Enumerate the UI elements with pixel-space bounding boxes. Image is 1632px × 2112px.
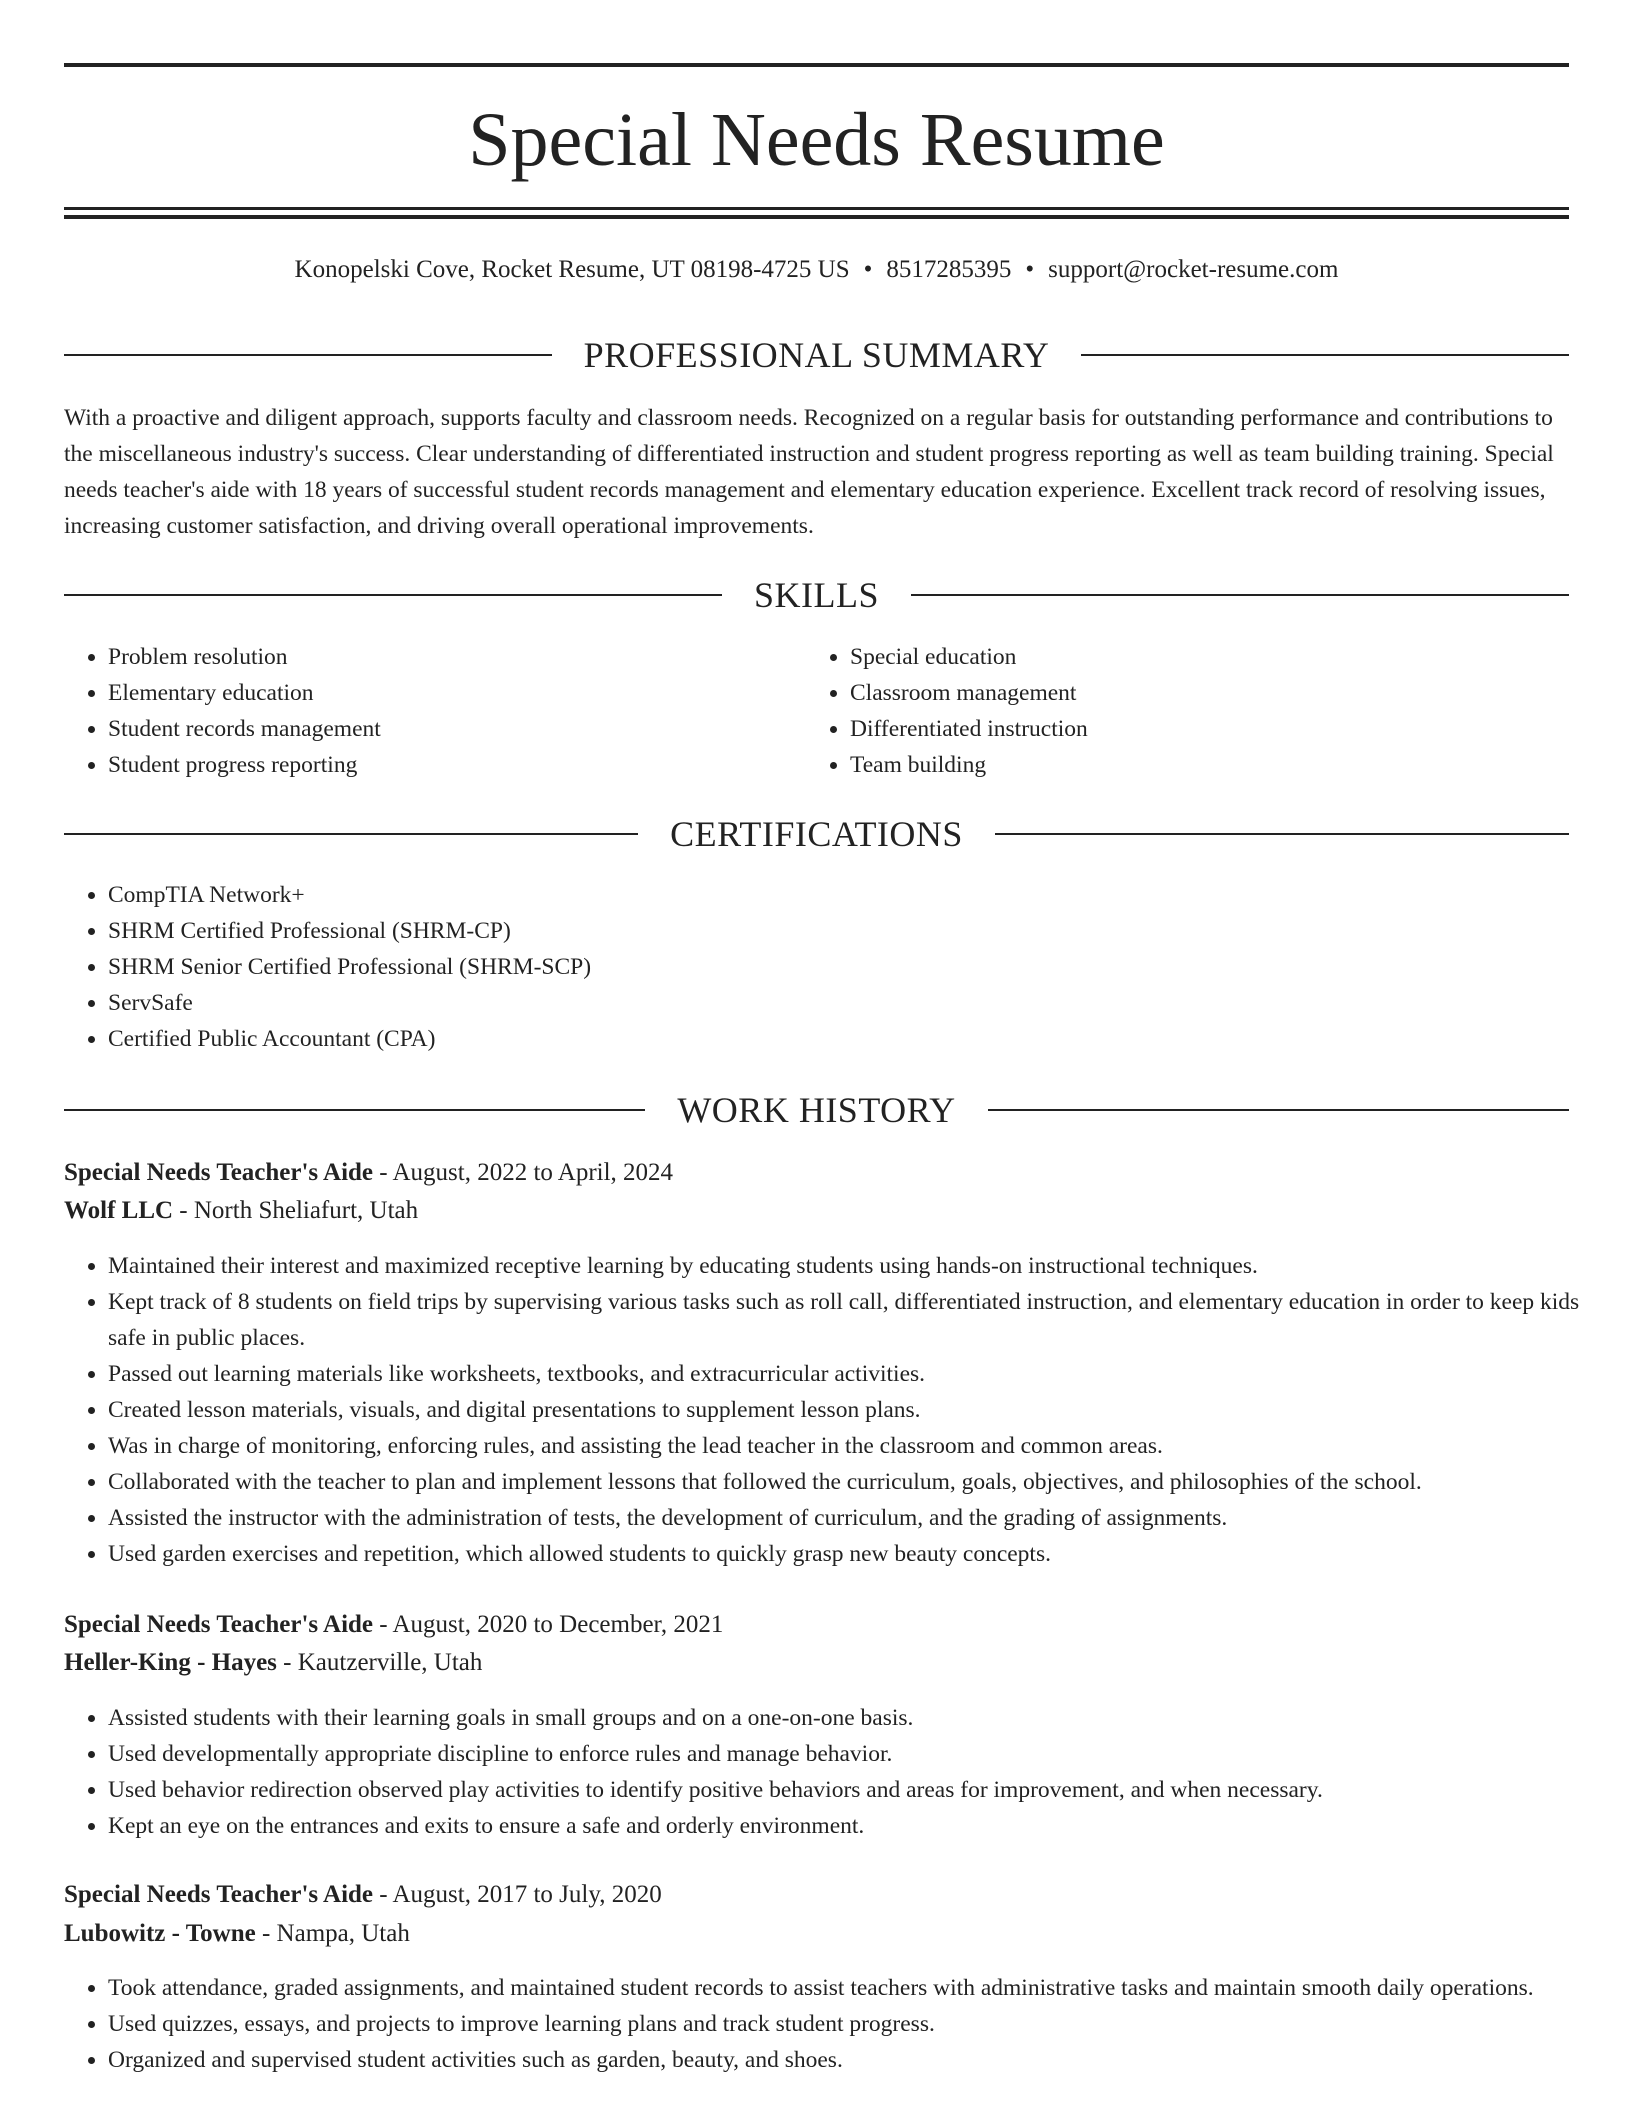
certification-item: • ServSafe (108, 985, 1613, 1021)
job-dates: - August, 2020 to December, 2021 (373, 1611, 724, 1638)
job-bullet: • Created lesson materials, visuals, and digital presentations to supplement lesson plans. (108, 1392, 1613, 1428)
job-bullet: • Was in charge of monitoring, enforcing rules, and assisting the lead teacher in the classroom and common areas. (108, 1428, 1613, 1464)
section-title: SKILLS (754, 575, 880, 615)
certification-item: • Certified Public Accountant (CPA) (108, 1021, 1613, 1057)
job-dates: - August, 2022 to April, 2024 (373, 1159, 674, 1186)
section-title: WORK HISTORY (677, 1090, 956, 1130)
job-location: - Nampa, Utah (255, 1920, 410, 1947)
job-location: - Kautzerville, Utah (276, 1649, 483, 1676)
contact-separator: • (1025, 256, 1035, 283)
heading-rule (911, 594, 1569, 596)
section-heading-summary (64, 331, 1569, 379)
job-bullet: • Used developmentally appropriate discipline to enforce rules and manage behavior. (108, 1736, 1613, 1772)
resume-title: Special Needs Resume (468, 98, 1165, 182)
job-bullets (64, 1700, 1613, 1844)
job-bullets (64, 1248, 1613, 1572)
skill-item: • Student progress reporting (108, 747, 808, 783)
job-title-line (64, 1606, 1569, 1644)
heading-rule (64, 354, 552, 356)
skill-item: • Classroom management (850, 675, 1550, 711)
skill-item: • Team building (850, 747, 1550, 783)
contact-phone: 8517285395 (886, 256, 1012, 283)
title-rule-upper (64, 207, 1569, 210)
contact-line (64, 254, 1569, 286)
heading-rule (995, 833, 1569, 835)
job-title-line (64, 1876, 1569, 1914)
job-company: Heller-King - Hayes (64, 1649, 277, 1676)
skills-list-right (806, 639, 1550, 783)
certification-item: • SHRM Senior Certified Professional (SHRM-SCP) (108, 949, 1613, 985)
contact-address: Konopelski Cove, Rocket Resume, UT 08198-4725 US (294, 256, 850, 283)
skill-item: • Differentiated instruction (850, 711, 1550, 747)
section-heading-certifications (64, 810, 1569, 858)
skill-item: • Problem resolution (108, 639, 808, 675)
skill-item: • Student records management (108, 711, 808, 747)
title-rule-lower (64, 215, 1569, 219)
job-title: Special Needs Teacher's Aide (64, 1611, 374, 1638)
skill-item: • Elementary education (108, 675, 808, 711)
certification-item: • CompTIA Network+ (108, 877, 1613, 913)
heading-rule (988, 1109, 1569, 1111)
section-title: PROFESSIONAL SUMMARY (583, 335, 1050, 375)
contact-separator: • (863, 256, 873, 283)
job-bullet: • Kept an eye on the entrances and exits to ensure a safe and orderly environment. (108, 1808, 1613, 1844)
certifications-list (64, 877, 1613, 1057)
heading-rule (64, 594, 722, 596)
section-heading-work-history (64, 1086, 1569, 1134)
job-bullet: • Kept track of 8 students on field trips by supervising various tasks such as roll call, differentiated instruction, and elementary education in order to keep kids safe in public places. (108, 1284, 1613, 1356)
contact-email: support@rocket-resume.com (1048, 256, 1339, 283)
job-bullet: • Assisted students with their learning goals in small groups and on a one-on-one basis. (108, 1700, 1613, 1736)
job-dates: - August, 2017 to July, 2020 (373, 1881, 662, 1908)
job-title: Special Needs Teacher's Aide (64, 1881, 374, 1908)
section-title: CERTIFICATIONS (670, 814, 963, 854)
job-title: Special Needs Teacher's Aide (64, 1159, 374, 1186)
heading-rule (1081, 354, 1569, 356)
summary-text: With a proactive and diligent approach, supports faculty and classroom needs. Recognized on a regular basis for outstanding performance and contributions to the miscellaneous industry's success. Clear understanding of differentiated instruction and student progress reporting as well as team building training. Special needs teacher's aide with 18 years of successful student records management and elementary education experience. Excellent track record of resolving issues, increasing customer satisfaction, and driving overall operational improvements. (64, 405, 1554, 539)
job-bullet: • Used quizzes, essays, and projects to improve learning plans and track student progress. (108, 2006, 1613, 2042)
job-bullet: • Assisted the instructor with the administration of tests, the development of curriculum, and the grading of assignments. (108, 1500, 1613, 1536)
job-company-line (64, 1915, 1569, 1953)
top-rule (64, 63, 1569, 67)
job-bullet: • Collaborated with the teacher to plan and implement lessons that followed the curriculum, goals, objectives, and philosophies of the school. (108, 1464, 1613, 1500)
job-location: - North Sheliafurt, Utah (173, 1197, 419, 1224)
skill-item: • Special education (850, 639, 1550, 675)
job-bullet: • Used garden exercises and repetition, which allowed students to quickly grasp new beauty concepts. (108, 1536, 1613, 1572)
heading-rule (64, 1109, 645, 1111)
skills-list-left (64, 639, 808, 783)
job-company-line (64, 1644, 1569, 1682)
job-bullet: • Passed out learning materials like worksheets, textbooks, and extracurricular activities. (108, 1356, 1613, 1392)
job-bullet: • Organized and supervised student activities such as garden, beauty, and shoes. (108, 2042, 1613, 2078)
job-title-line (64, 1154, 1569, 1192)
job-bullet: • Took attendance, graded assignments, and maintained student records to assist teachers with administrative tasks and maintain smooth daily operations. (108, 1970, 1613, 2006)
job-bullet: • Used behavior redirection observed play activities to identify positive behaviors and areas for improvement, and when necessary. (108, 1772, 1613, 1808)
job-company: Lubowitz - Towne (64, 1920, 256, 1947)
heading-rule (64, 833, 638, 835)
section-heading-skills (64, 571, 1569, 619)
job-company: Wolf LLC (64, 1197, 174, 1224)
job-bullets (64, 1970, 1613, 2078)
job-company-line (64, 1192, 1569, 1230)
job-bullet: • Maintained their interest and maximized receptive learning by educating students using hands-on instructional techniques. (108, 1248, 1613, 1284)
certification-item: • SHRM Certified Professional (SHRM-CP) (108, 913, 1613, 949)
